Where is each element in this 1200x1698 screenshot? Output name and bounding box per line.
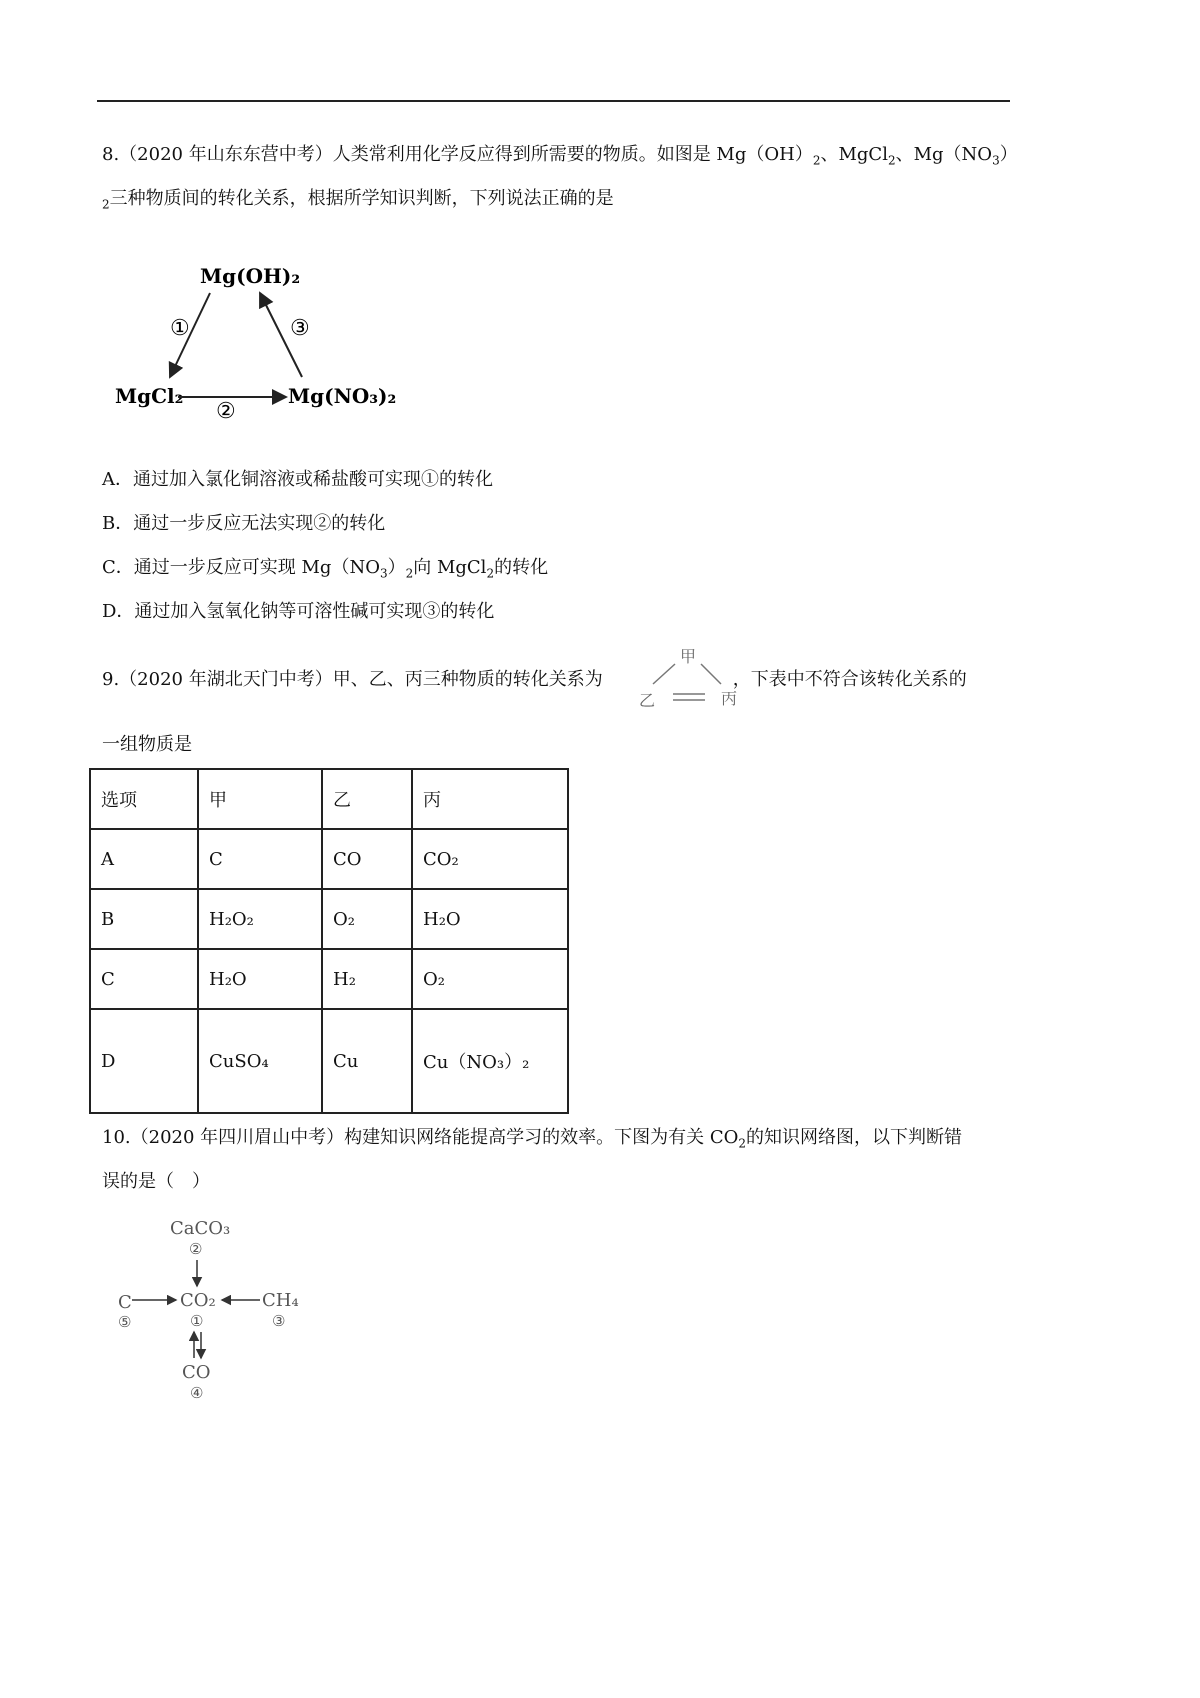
cell: CO₂ [412,829,568,889]
q8-stem-line1: 8.（2020 年山东东营中考）人类常利用化学反应得到所需要的物质。如图是 $Mg(OH)_2$、MgCl$_2$、$Mg(NO_3)$ [102,144,1018,168]
header-rule [97,100,1010,102]
cell: B [90,889,198,949]
mg-oh2-label: Mg(OH)₂ [200,264,301,288]
cell: C [90,949,198,1009]
q9-diagram [635,642,745,712]
q8-option-a: A．通过加入氯化铜溶液或稀盐酸可实现①的转化 [102,469,493,490]
q9-stem-line2: 一组物质是 [102,734,192,755]
bing-label: 丙 [721,689,738,708]
cell: CO [322,829,412,889]
label-1: ① [170,316,190,341]
header-cell: 选项 [90,769,198,829]
table-row [90,829,568,889]
cell: Cu [322,1009,412,1113]
header-cell: 丙 [412,769,568,829]
q8-option-c: C．通过一步反应可实现 $Mg(NO_3)_2$向 MgCl$_2$的转化 [102,557,549,581]
cell: Cu（NO₃）₂ [412,1009,568,1113]
co2-label: CO₂ [180,1290,216,1311]
label-1: ① [190,1312,204,1330]
caco3-label: CaCO₃ [170,1218,231,1239]
table-row [90,949,568,1009]
cell: CuSO₄ [198,1009,322,1113]
table-row [90,889,568,949]
q10-stem-line1: 10.（2020 年四川眉山中考）构建知识网络能提高学习的效率。下图为有关 $CO_2$的知识网络图，以下判断错 [102,1127,963,1151]
mgno32-label: Mg(NO₃)₂ [288,384,397,408]
q8-option-b: B．通过一步反应无法实现②的转化 [102,513,386,534]
cell: H₂O [412,889,568,949]
q10-diagram [110,1210,320,1405]
label-5: ⑤ [118,1313,132,1331]
header-cell: 甲 [198,769,322,829]
cell: D [90,1009,198,1113]
cell: H₂O [198,949,322,1009]
q9-stem-line1: 9.（2020 年湖北天门中考）甲、乙、丙三种物质的转化关系为 ，下表中不符合该转化关系的 [102,669,967,690]
q8-option-d: D．通过加入氢氧化钠等可溶性碱可实现③的转化 [102,601,495,622]
label-2: ② [189,1240,203,1258]
table-row [90,1009,568,1113]
c-label: C [118,1292,132,1313]
q8-stem-line2: $_2$三种物质间的转化关系，根据所学知识判断，下列说法正确的是 [102,188,614,212]
cell: A [90,829,198,889]
cell: O₂ [322,889,412,949]
cell: C [198,829,322,889]
cell: H₂ [322,949,412,1009]
label-3: ③ [272,1312,286,1330]
header-cell: 乙 [322,769,412,829]
q9-table [89,768,569,1114]
jia-label: 甲 [680,647,697,666]
q10-stem-line2: 误的是（ ） [102,1171,210,1192]
label-4: ④ [190,1384,204,1402]
cell: H₂O₂ [198,889,322,949]
cell: O₂ [412,949,568,1009]
ch4-label: CH₄ [262,1290,299,1311]
yi-label: 乙 [639,691,656,710]
label-3: ③ [290,316,310,341]
q8-diagram [110,255,400,435]
label-2: ② [216,399,236,424]
co-label: CO [182,1362,211,1383]
mgcl2-label: MgCl₂ [115,384,184,408]
table-header-row [90,769,568,829]
